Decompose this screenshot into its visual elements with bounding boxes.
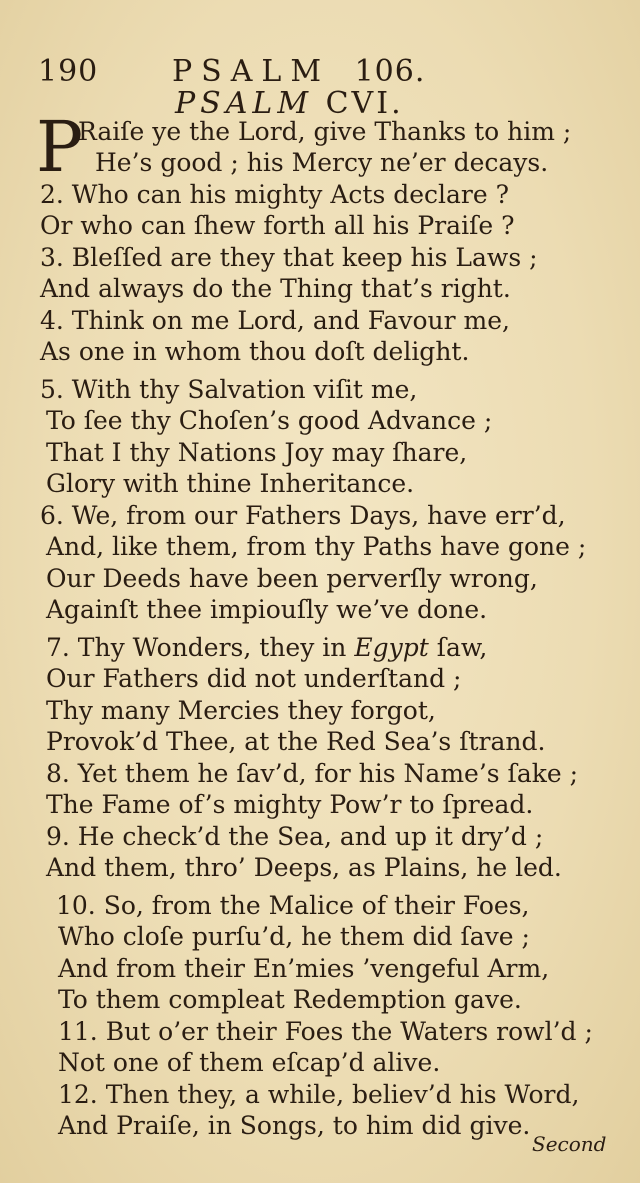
- verse-line: [46, 633, 487, 663]
- verse-line: Who cloſe purſu’d, he them did ſave ;: [58, 922, 530, 951]
- verse-line: 10. So, from the Malice of their Foes,: [56, 891, 530, 920]
- place-name: Egypt: [354, 633, 429, 662]
- verse-line: 4. Think on me Lord, and Favour me,: [40, 306, 510, 335]
- verse-line: Raiſe ye the Lord, give Thanks to him ;: [78, 117, 572, 146]
- verse-line: Thy many Mercies they forgot,: [46, 696, 436, 725]
- psalm-title-word: PSALM: [175, 86, 314, 121]
- verse-line: 2. Who can his mighty Acts declare ?: [40, 180, 510, 209]
- running-head-number: 106.: [354, 54, 426, 89]
- psalm-title: [175, 86, 404, 121]
- verse-line: He’s good ; his Mercy ne’er decays.: [95, 148, 549, 177]
- verse-line: Not one of them eſcap’d alive.: [58, 1048, 441, 1077]
- verse-line: 6. We, from our Fathers Days, have err’d,: [40, 501, 566, 530]
- verse-line-text: 7. Thy Wonders, they in: [46, 633, 347, 662]
- verse-line: And always do the Thing that’s right.: [40, 274, 511, 303]
- page-number: 190: [38, 54, 99, 89]
- verse-line: Glory with thine Inheritance.: [46, 469, 415, 498]
- verse-line: 5. With thy Salvation viſit me,: [40, 375, 418, 404]
- verse-line: 3. Bleſſed are they that keep his Laws ;: [40, 243, 538, 272]
- verse-line: To them compleat Redemption gave.: [58, 985, 522, 1014]
- verse-line-text: ſaw,: [436, 633, 488, 662]
- verse-line: To ſee thy Choſen’s good Advance ;: [46, 406, 493, 435]
- verse-line: As one in whom thou doſt delight.: [40, 337, 470, 366]
- verse-line: 12. Then they, a while, believ’d his Word,: [58, 1080, 580, 1109]
- drop-cap: P: [36, 106, 84, 188]
- verse-line: And them, thro’ Deeps, as Plains, he led.: [46, 853, 562, 882]
- verse-line: Our Fathers did not underſtand ;: [46, 664, 462, 693]
- running-head: [172, 54, 425, 89]
- verse-line: Or who can ſhew forth all his Praiſe ?: [40, 211, 515, 240]
- verse-line: Our Deeds have been perverſly wrong,: [46, 564, 538, 593]
- verse-line: 8. Yet them he ſav’d, for his Name’s ſake ;: [46, 759, 579, 788]
- verse-line: 9. He check’d the Sea, and up it dry’d ;: [46, 822, 544, 851]
- verse-line: Provok’d Thee, at the Red Sea’s ſtrand.: [46, 727, 546, 756]
- verse-line: 11. But o’er their Foes the Waters rowl’d ;: [58, 1017, 593, 1046]
- verse-line: Againſt thee impiouſly we’ve done.: [46, 595, 488, 624]
- verse-line: The Fame of’s mighty Pow’r to ſpread.: [46, 790, 534, 819]
- catchword: Second: [532, 1132, 607, 1156]
- verse-line: That I thy Nations Joy may ſhare,: [46, 438, 468, 467]
- verse-line: And, like them, from thy Paths have gone ;: [46, 532, 587, 561]
- psalm-title-numeral: CVI.: [325, 86, 404, 121]
- verse-line: And from their En’mies ’vengeful Arm,: [58, 954, 550, 983]
- verse-line: And Praiſe, in Songs, to him did give.: [58, 1111, 531, 1140]
- running-head-title: PSALM: [172, 54, 331, 89]
